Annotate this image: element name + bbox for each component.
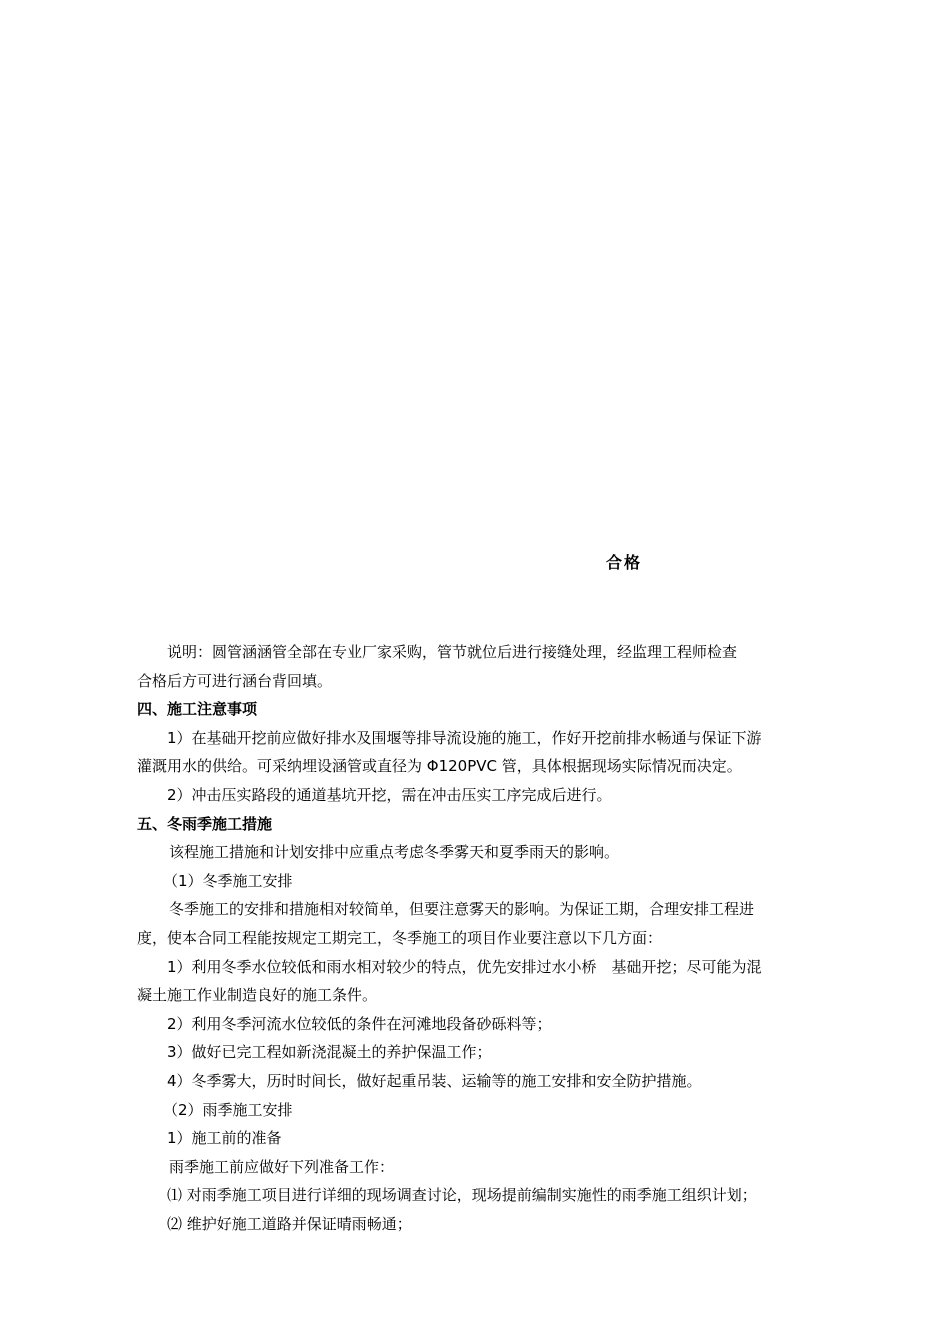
rainy-prep-intro: 雨季施工前应做好下列准备工作： [169,1157,395,1176]
subheading-rainy: （2）雨季施工安排 [163,1100,293,1119]
rainy-prep-2: ⑵ 维护好施工道路并保证晴雨畅通； [167,1214,412,1233]
note-paragraph-line2: 合格后方可进行涵台背回填。 [137,671,333,690]
winter-paragraph-line2: 度，使本合同工程能按规定工期完工，冬季施工的项目作业要注意以下几方面： [137,928,663,947]
note-paragraph-line1: 说明：圆管涵涵管全部在专业厂家采购，管节就位后进行接缝处理，经监理工程师检查 [167,643,738,661]
section-heading-5: 五、冬雨季施工措施 [137,814,273,833]
winter-paragraph-line1: 冬季施工的安排和措施相对较简单，但要注意雾天的影响。为保证工期，合理安排工程进 [169,900,755,919]
qualified-stamp: 合格 [606,553,643,572]
item-1-line1: 1）在基础开挖前应做好排水及围堰等排导流设施的施工，作好开挖前排水畅通与保证下游 [167,728,762,747]
subheading-winter: （1）冬季施工安排 [163,871,293,890]
rainy-prep-1: ⑴ 对雨季施工项目进行详细的现场调查讨论，现场提前编制实施性的雨季施工组织计划； [167,1186,757,1205]
winter-item-2: 2）利用冬季河流水位较低的条件在河滩地段备砂砾料等； [167,1014,552,1033]
winter-item-4: 4）冬季雾大，历时时间长，做好起重吊装、运输等的施工安排和安全防护措施。 [167,1071,702,1090]
rainy-item-1-title: 1）施工前的准备 [167,1129,282,1148]
winter-item-1-line1: 1）利用冬季水位较低和雨水相对较少的特点，优先安排过水小桥 基础开挖；尽可能为混 [167,957,762,976]
intro-paragraph: 该程施工措施和计划安排中应重点考虑冬季雾天和夏季雨天的影响。 [169,843,620,862]
winter-item-3: 3）做好已完工程如新浇混凝土的养护保温工作； [167,1043,492,1062]
item-1-line2: 灌溉用水的供给。可采纳埋设涵管或直径为 Φ120PVC 管，具体根据现场实际情况而决定。 [137,757,742,776]
section-heading-4: 四、施工注意事项 [137,700,258,719]
item-2: 2）冲击压实路段的通道基坑开挖，需在冲击压实工序完成后进行。 [167,785,612,804]
winter-item-1-line2: 凝土施工作业制造良好的施工条件。 [137,986,378,1005]
document-body [137,638,837,1238]
